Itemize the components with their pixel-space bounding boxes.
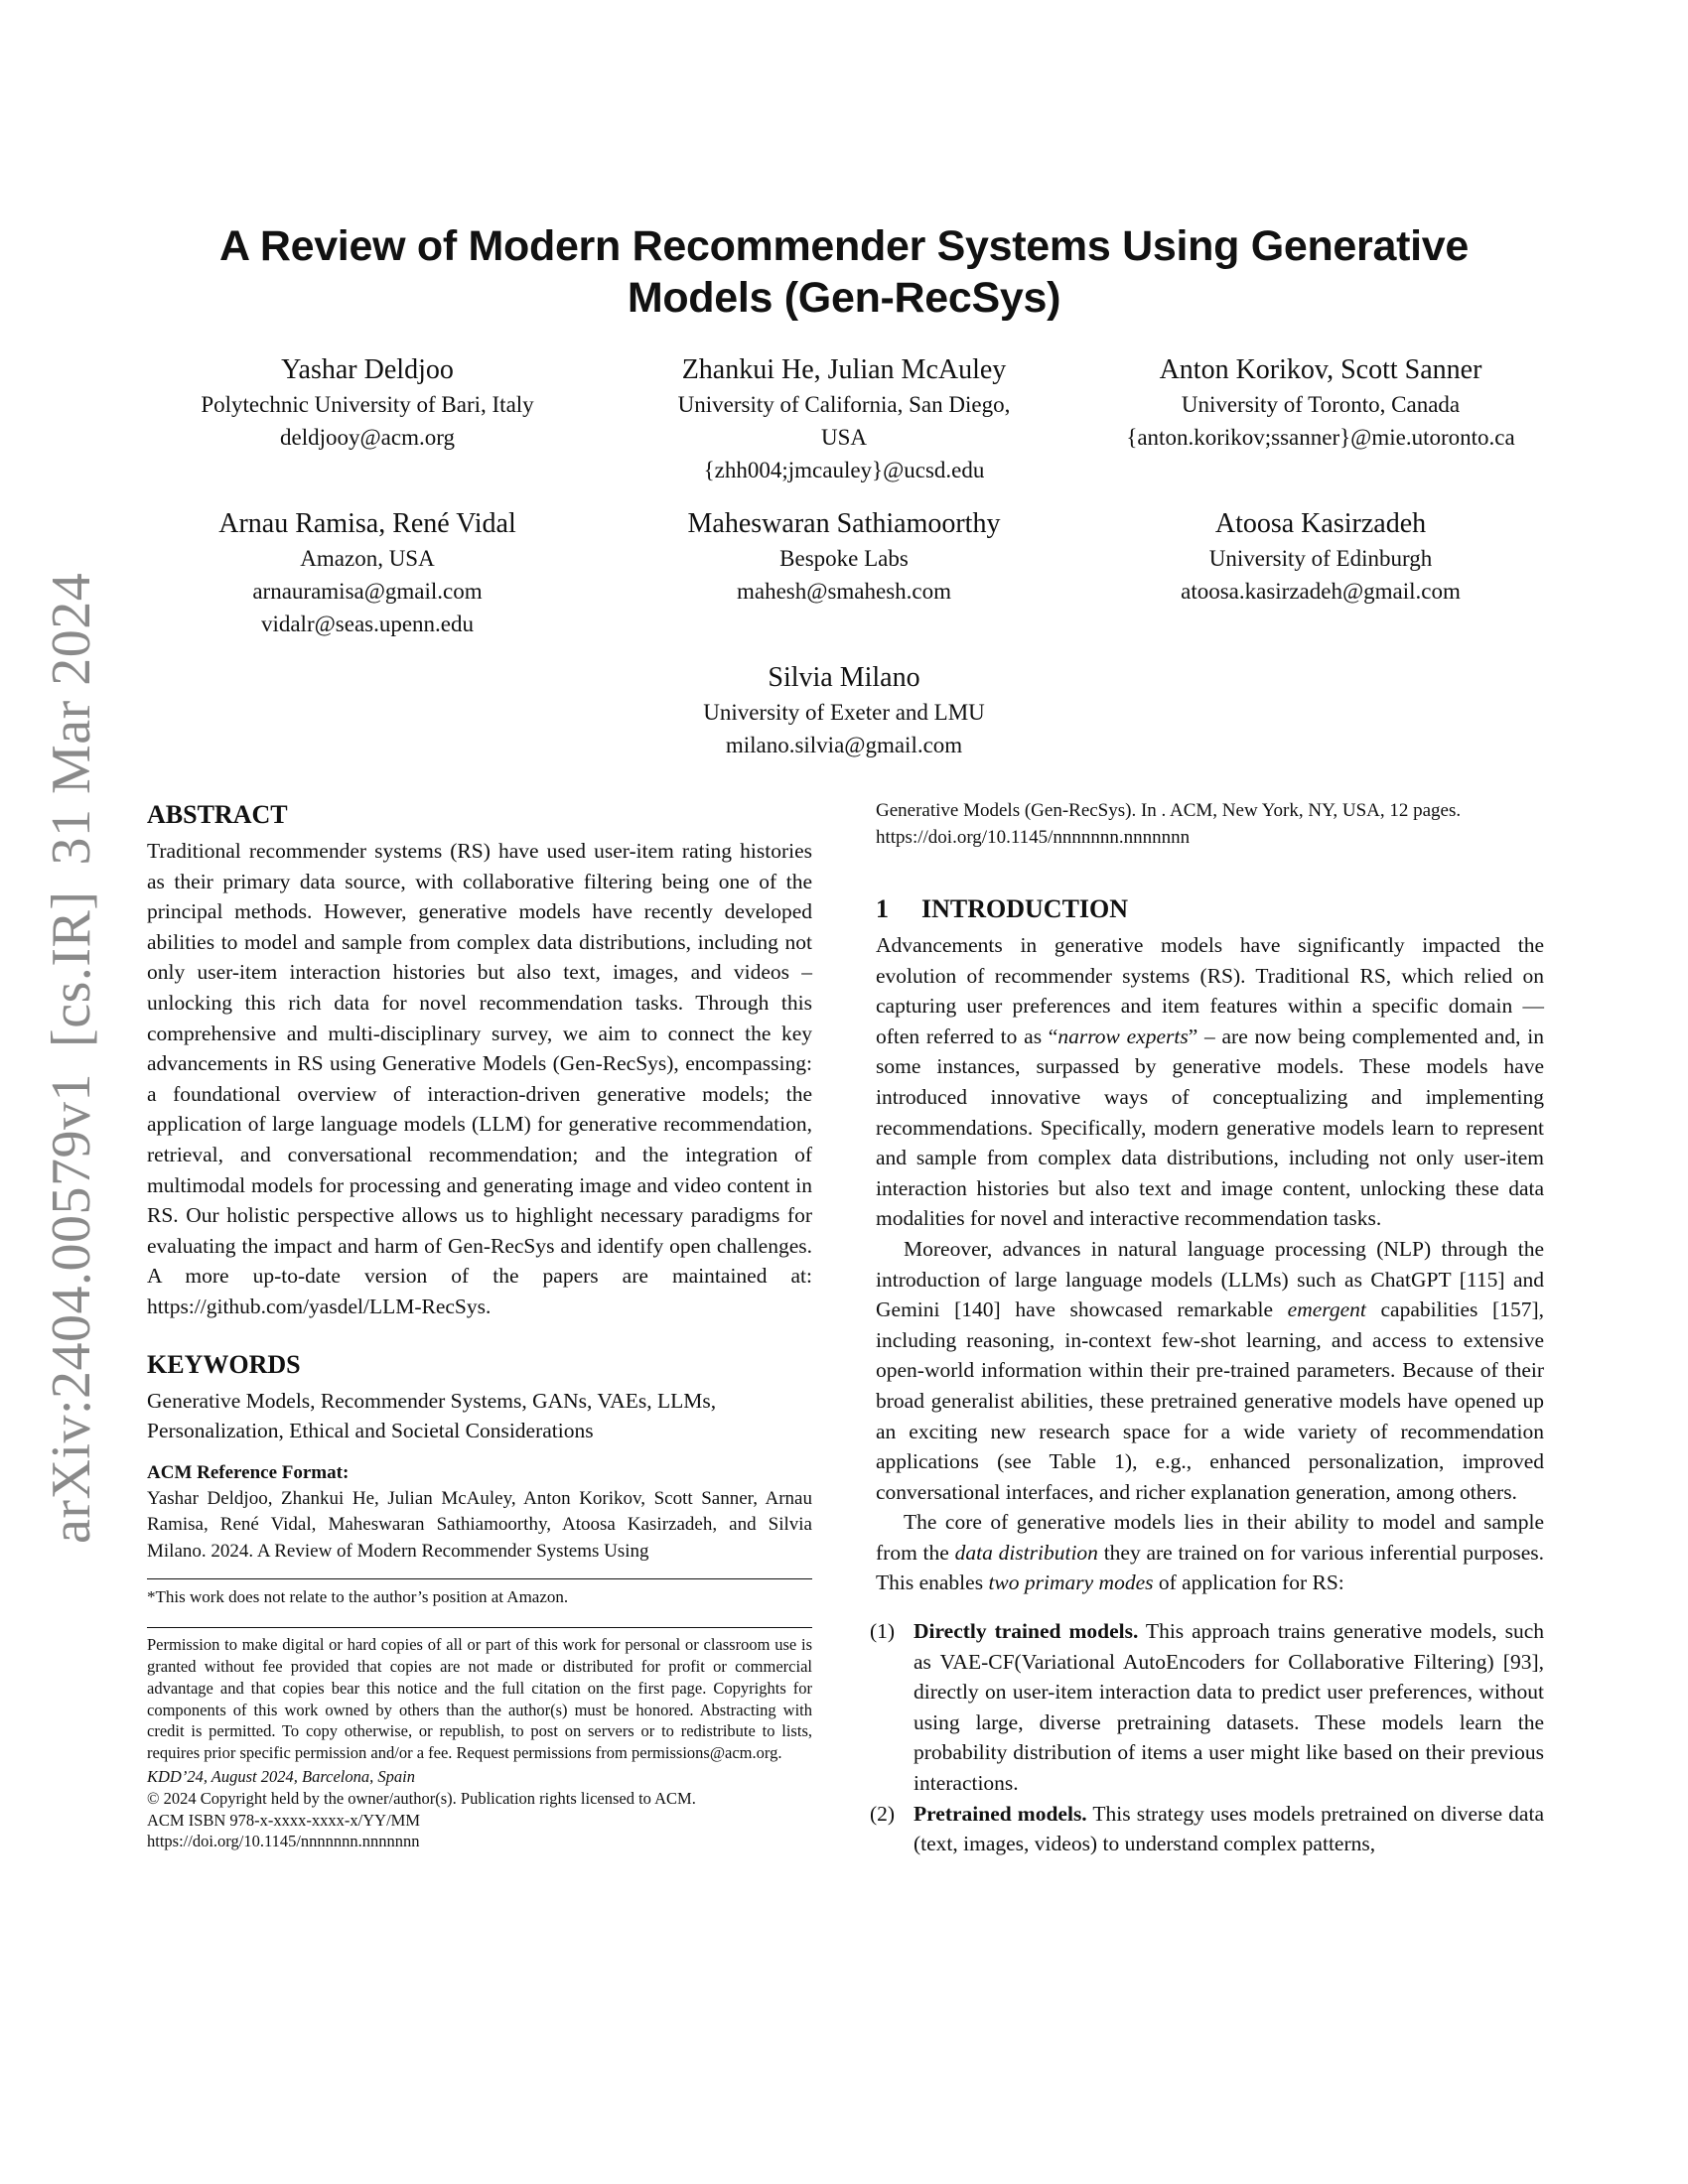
author-name: Maheswaran Sathiamoorthy (687, 508, 1001, 539)
author-block (149, 352, 1539, 781)
author-affiliation: University of Exeter and LMU (703, 700, 985, 725)
author-name: Anton Korikov, Scott Sanner (1159, 354, 1482, 385)
author-email: mahesh@smahesh.com (737, 579, 951, 604)
conference-venue: KDD’24, August 2024, Barcelona, Spain (147, 1766, 415, 1786)
author-email: {zhh004;jmcauley}@ucsd.edu (703, 458, 985, 482)
intro-paragraph-1 (876, 930, 1544, 1234)
author-email: vidalr@seas.upenn.edu (260, 612, 475, 636)
author-affiliation: Polytechnic University of Bari, Italy (201, 392, 534, 417)
emphasis-narrow-experts: narrow experts (1057, 1024, 1189, 1048)
left-column (147, 798, 812, 1852)
intro-paragraph-2 (876, 1234, 1544, 1507)
arxiv-id: arXiv:2404.00579v1 (41, 1072, 102, 1544)
author-affiliation-country: USA (820, 425, 867, 450)
author-affiliation: University of Toronto, Canada (1181, 392, 1461, 417)
author-name: Silvia Milano (768, 662, 920, 693)
acm-reference-doi[interactable]: https://doi.org/10.1145/nnnnnnn.nnnnnnn (876, 826, 1191, 848)
mode-title: Directly trained models. (914, 1619, 1139, 1644)
author-affiliation: University of Edinburgh (1208, 546, 1433, 571)
right-column (870, 798, 1545, 1859)
introduction-heading (876, 892, 1544, 926)
list-marker: (1) (870, 1619, 896, 1644)
section-number: 1 (876, 894, 889, 923)
acm-reference-heading: ACM Reference Format: (147, 1461, 350, 1483)
author-row-2 (149, 506, 1539, 640)
author-email: atoosa.kasirzadeh@gmail.com (1181, 579, 1461, 604)
text-span: ” – are now being complemented and, in some instances, surpassed by generative models. These models have introduced innovative ways of conceptualizing and implementing recommendations. Specifically, modern generative models learn to represent and sample from complex data distributions, including not only user-item interaction histories but also text and image content, unlocking these data modalities for novel and interactive recommendation tasks. (876, 1024, 1544, 1231)
author-entry (1102, 352, 1539, 486)
author-email: arnauramisa@gmail.com (252, 579, 483, 604)
abstract-text: Traditional recommender systems (RS) have used user-item rating histories as their primary data source, with collaborative filtering being one of the principal methods. However, generative models have recently developed abilities to model and sample from complex data distributions, including not only user-item interaction histories but also text, images, and videos – unlocking this rich data for novel recommendation tasks. Through this comprehensive and multi-disciplinary survey, we aim to connect the key advancements in RS using Generative Models (Gen-RecSys), encompassing: a foundational overview of interaction-driven generative models; the application of large language models (LLM) for generative recommendation, retrieval, and conversational recommendation; and the integration of multimodal models for processing and generating image and video content in RS. Our holistic perspective allows us to highlight necessary paradigms for evaluating the impact and harm of Gen-RecSys and identify open challenges. A more up-to-date version of the papers are maintained at: https://github.com/yasdel/LLM-RecSys. (147, 839, 812, 1318)
text-span: of application for RS: (1153, 1570, 1344, 1595)
author-entry (149, 506, 586, 640)
author-row-3 (149, 660, 1539, 761)
permission-divider (147, 1627, 812, 1628)
arxiv-date: 31 Mar 2024 (41, 572, 102, 866)
author-affiliation: University of California, San Diego, (677, 392, 1011, 417)
author-row-1 (149, 352, 1539, 486)
intro-paragraph-3 (876, 1507, 1544, 1598)
acm-isbn: ACM ISBN 978-x-xxxx-xxxx-x/YY/MM (147, 1810, 421, 1830)
arxiv-category: [cs.IR] (41, 890, 102, 1047)
footnote-divider (147, 1578, 812, 1579)
emphasis-data-distribution: data distribution (954, 1540, 1098, 1565)
amazon-footnote: *This work does not relate to the author’s position at Amazon. (147, 1587, 569, 1607)
list-marker: (2) (870, 1801, 896, 1826)
permission-notice: Permission to make digital or hard copies of all or part of this work for personal or classroom use is granted without fee provided that copies are not made or distributed for profit or commercial advantage and that copies bear this notice and the full citation on the first page. Copyrights for components of this work owned by others than the author(s) must be honored. Abstracting with credit is permitted. To copy otherwise, or republish, to post on servers or to redistribute to lists, requires prior specific permission and/or a fee. Request permissions from permissions@acm.org. (147, 1635, 812, 1763)
author-affiliation: Amazon, USA (300, 546, 435, 571)
text-span: capabilities [157], including reasoning, in-context few-shot learning, and access to extensive open-world information within their pre-trained parameters. Because of their broad generalist abilities, these pretrained generative models have opened up an exciting new research space for a wide variety of recommendation applications (see Table 1), e.g., enhanced personalization, improved conversational interfaces, and richer explanation generation, among others. (876, 1297, 1544, 1504)
emphasis-two-primary-modes: two primary modes (988, 1570, 1154, 1595)
acm-reference-continued: Generative Models (Gen-RecSys). In . ACM, New York, NY, USA, 12 pages. (876, 800, 1462, 821)
author-entry (626, 352, 1062, 486)
acm-reference-text: Yashar Deldjoo, Zhankui He, Julian McAuley, Anton Korikov, Scott Sanner, Arnau Ramisa, René Vidal, Maheswaran Sathiamoorthy, Atoosa Kasirzadeh, and Silvia Milano. 2024. A Review of Modern Recommender Systems Using (147, 1487, 812, 1562)
mode-text: This approach trains generative models, such as VAE-CF(Variational AutoEncoders for Collaborative Filtering) [93], directly on user-item interaction data to predict user preferences, without using large, diverse pretraining datasets. These models learn the probability distribution of items a user might like based on their previous interactions. (914, 1619, 1544, 1796)
text-span: Advancements in generative models have significantly impacted the evolution of recommender systems (RS). Traditional RS, which relied on capturing user preferences and item features within a specific domain — often referred to as “ (876, 933, 1544, 1048)
arxiv-watermark (40, 547, 103, 1544)
copyright-notice: © 2024 Copyright held by the owner/author(s). Publication rights licensed to ACM. (147, 1788, 696, 1808)
mode-title: Pretrained models. (914, 1801, 1087, 1826)
author-name: Zhankui He, Julian McAuley (681, 354, 1007, 385)
author-name: Arnau Ramisa, René Vidal (218, 508, 516, 539)
author-name: Yashar Deldjoo (281, 354, 454, 385)
author-email: deldjooy@acm.org (280, 425, 455, 450)
author-entry (149, 352, 586, 486)
author-entry (1102, 506, 1539, 640)
author-email: milano.silvia@gmail.com (725, 733, 963, 757)
author-entry (626, 506, 1062, 640)
mode-item (870, 1616, 1544, 1799)
keywords-text: Generative Models, Recommender Systems, GANs, VAEs, LLMs, Personalization, Ethical and Societal Considerations (147, 1388, 717, 1443)
text-span: The core of generative models lies in their ability to model and sample from the (876, 1510, 1544, 1565)
section-title: INTRODUCTION (921, 894, 1129, 923)
doi-link[interactable]: https://doi.org/10.1145/nnnnnnn.nnnnnnn (147, 1832, 420, 1851)
text-span: they are trained on for various inferential purposes. This enables (876, 1540, 1545, 1595)
mode-text: This strategy uses models pretrained on diverse data (text, images, videos) to understand complex patterns, (914, 1801, 1544, 1856)
paper-title: A Review of Modern Recommender Systems Using Generative Models (Gen-RecSys) (219, 222, 1469, 322)
author-affiliation: Bespoke Labs (779, 546, 909, 571)
emphasis-emergent: emergent (1287, 1297, 1366, 1322)
application-modes-list (870, 1616, 1544, 1859)
mode-item (870, 1799, 1544, 1859)
text-span: Moreover, advances in natural language processing (NLP) through the introduction of large language models (LLMs) such as ChatGPT [115] and Gemini [140] have showcased remarkable (876, 1236, 1544, 1322)
keywords-heading: KEYWORDS (147, 1349, 301, 1379)
author-entry (626, 660, 1062, 761)
abstract-heading: ABSTRACT (147, 800, 288, 829)
author-email: {anton.korikov;ssanner}@mie.utoronto.ca (1126, 425, 1515, 450)
author-name: Atoosa Kasirzadeh (1214, 508, 1427, 539)
